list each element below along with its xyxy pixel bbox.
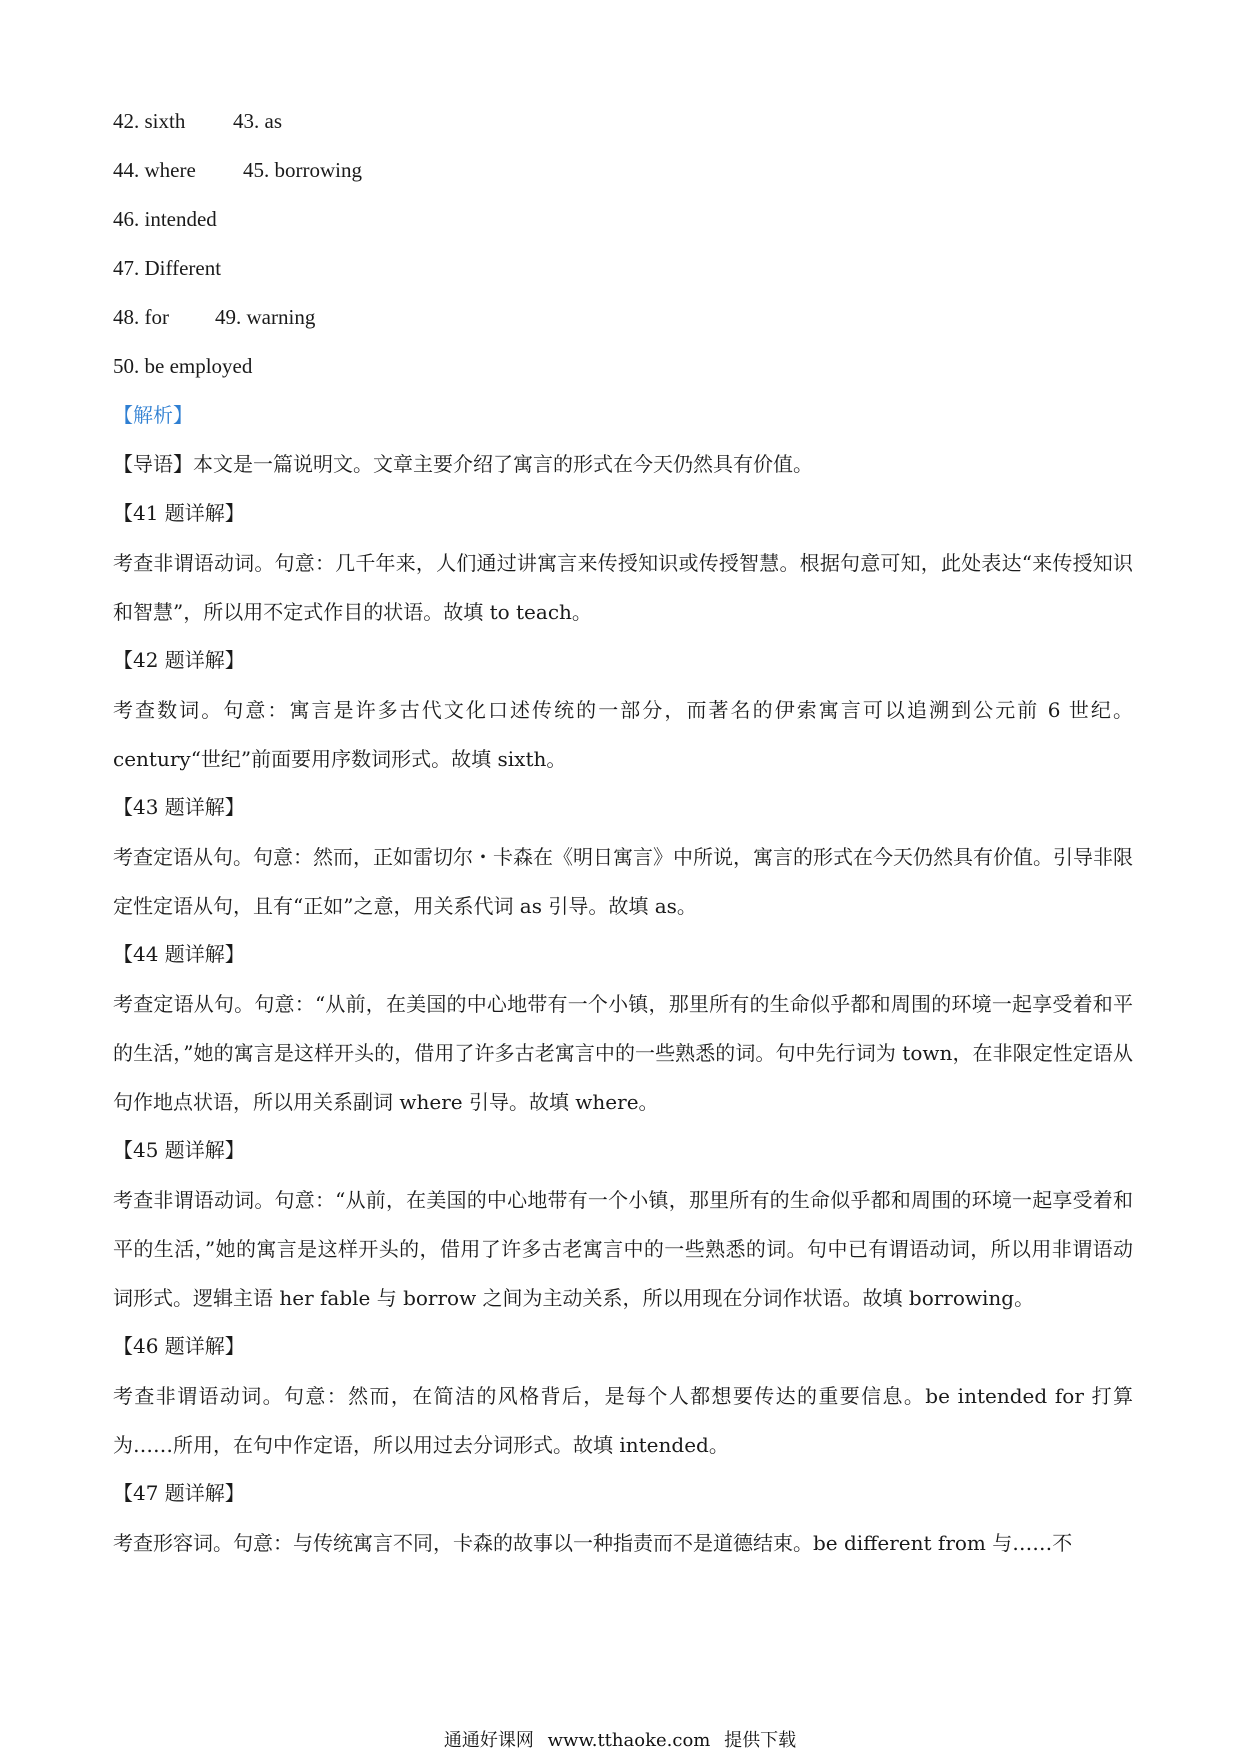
footer-url[interactable]: www.tthaoke.com: [547, 1730, 711, 1751]
answer-row: [113, 343, 1133, 392]
answer-item: 45. borrowing: [243, 158, 362, 182]
section-header-43: 【43 题详解】: [113, 795, 245, 819]
answer-row: [113, 196, 1133, 245]
section-text-47: 考查形容词。句意：与传统寓言不同，卡森的故事以一种指责而不是道德结束。be different from 与……不: [113, 1531, 1073, 1555]
section-header-44: 【44 题详解】: [113, 942, 245, 966]
section-header-46: 【46 题详解】: [113, 1334, 245, 1358]
answer-item: 48. for: [113, 305, 169, 329]
page-footer: [0, 1726, 1240, 1752]
answer-item: 44. where: [113, 158, 196, 182]
answer-row: [113, 245, 1133, 294]
answer-explanation-page: [113, 98, 1133, 1568]
answer-item: 43. as: [233, 109, 282, 133]
answer-item: 42. sixth: [113, 109, 186, 133]
section-header-47: 【47 题详解】: [113, 1481, 245, 1505]
section-header-42: 【42 题详解】: [113, 648, 245, 672]
footer-site-name: 通通好课网: [443, 1730, 534, 1751]
section-header-45: 【45 题详解】: [113, 1138, 245, 1162]
footer-note: 提供下载: [724, 1730, 797, 1751]
analysis-label: 【解析】: [113, 403, 193, 427]
answer-item: 46. intended: [113, 207, 217, 231]
section-text-45: 考查非谓语动词。句意：“从前，在美国的中心地带有一个小镇，那里所有的生命似乎都和周围的环境一起享受着和平的生活，”她的寓言是这样开头的，借用了许多古老寓言中的一些熟悉的词。句中已有谓语动词，所以用非谓语动词形式。逻辑主语 her fable 与 borrow 之间为主动关系，所以用现在分词作状语。故填 borrowing。: [113, 1188, 1133, 1310]
lead-paragraph: 【导语】本文是一篇说明文。文章主要介绍了寓言的形式在今天仍然具有价值。: [113, 452, 813, 476]
section-text-43: 考查定语从句。句意：然而，正如雷切尔・卡森在《明日寓言》中所说，寓言的形式在今天仍然具有价值。引导非限定性定语从句，且有“正如”之意，用关系代词 as 引导。故填 as。: [113, 845, 1133, 918]
section-text-41: 考查非谓语动词。句意：几千年来，人们通过讲寓言来传授知识或传授智慧。根据句意可知，此处表达“来传授知识和智慧”，所以用不定式作目的状语。故填 to teach。: [113, 551, 1133, 624]
section-header-41: 【41 题详解】: [113, 501, 245, 525]
answer-item: 49. warning: [215, 305, 316, 329]
section-text-46: 考查非谓语动词。句意：然而，在简洁的风格背后，是每个人都想要传达的重要信息。be intended for 打算为……所用，在句中作定语，所以用过去分词形式。故填 intended。: [113, 1384, 1133, 1457]
section-text-44: 考查定语从句。句意：“从前，在美国的中心地带有一个小镇，那里所有的生命似乎都和周围的环境一起享受着和平的生活，”她的寓言是这样开头的，借用了许多古老寓言中的一些熟悉的词。句中先行词为 town，在非限定性定语从句作地点状语，所以用关系副词 where 引导。故填 where。: [113, 992, 1133, 1114]
answer-item: 47. Different: [113, 256, 222, 280]
answer-row: [113, 98, 1133, 147]
answer-row: [113, 294, 1133, 343]
section-text-42: 考查数词。句意：寓言是许多古代文化口述传统的一部分，而著名的伊索寓言可以追溯到公元前 6 世纪。century“世纪”前面要用序数词形式。故填 sixth。: [113, 698, 1133, 771]
answer-row: [113, 147, 1133, 196]
answer-item: 50. be employed: [113, 354, 253, 378]
